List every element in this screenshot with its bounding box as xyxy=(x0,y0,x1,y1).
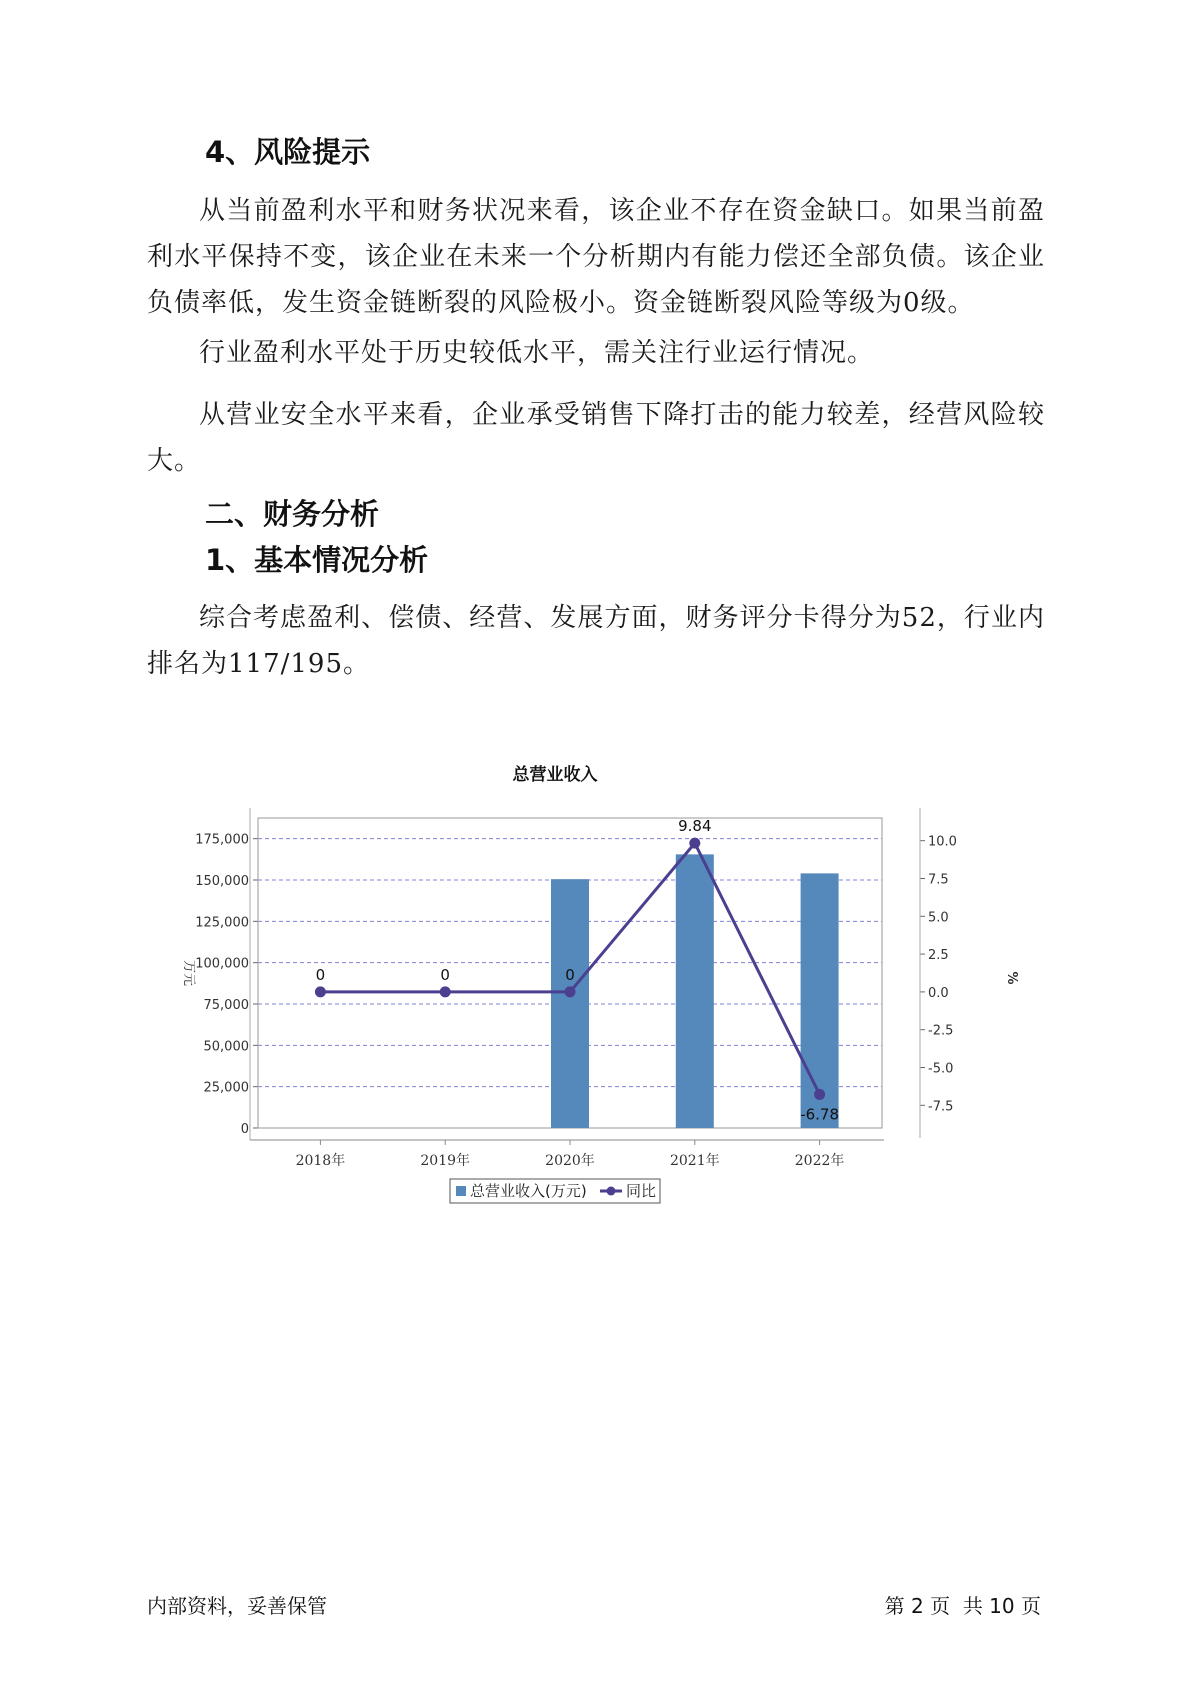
y-tick-label: 0 xyxy=(240,1122,249,1137)
x-tick-label: 2020年 xyxy=(545,1153,595,1169)
y2-tick-label: -2.5 xyxy=(928,1023,954,1039)
y-tick-label: 175,000 xyxy=(195,832,249,848)
x-tick-label: 2022年 xyxy=(794,1153,845,1169)
yoy-point xyxy=(315,986,326,997)
y2-tick-label: -5.0 xyxy=(928,1061,954,1077)
y-tick-label: 150,000 xyxy=(195,874,249,889)
section-heading-risk: 4、风险提示 xyxy=(205,135,371,169)
paragraph-risk-1: 从当前盈利水平和财务状况来看，该企业不存在资金缺口。如果当前盈利水平保持不变，该企业在未来一个分析期内有能力偿还全部负债。该企业负债率低，发生资金链断裂的风险极小。资金链断裂风险等级为0级。 xyxy=(147,196,1045,318)
chart-title: 总营业收入 xyxy=(512,765,598,785)
y-tick-label: 75,000 xyxy=(203,998,249,1013)
y-tick-label: 25,000 xyxy=(203,1080,249,1096)
footer-page-number: 第 2 页 共 10 页 xyxy=(884,1594,1041,1618)
y2-tick-label: 5.0 xyxy=(928,910,949,926)
y-tick-label: 125,000 xyxy=(195,915,249,931)
paragraph-basic: 综合考虑盈利、偿债、经营、发展方面，财务评分卡得分为52，行业内排名为117/195。 xyxy=(147,603,1045,679)
footer-confidential: 内部资料，妥善保管 xyxy=(147,1594,327,1618)
y2-tick-label: 7.5 xyxy=(928,872,949,888)
x-tick-label: 2018年 xyxy=(295,1153,346,1169)
y2-tick-label: -7.5 xyxy=(928,1099,954,1115)
yoy-data-label: 0 xyxy=(565,965,575,984)
legend-swatch-yoy-point xyxy=(607,1187,616,1196)
yoy-point xyxy=(814,1089,825,1100)
yoy-point xyxy=(689,838,700,849)
y2-tick-label: 2.5 xyxy=(928,948,949,964)
yoy-data-label: 9.84 xyxy=(678,817,712,836)
subsection-heading-basic: 1、基本情况分析 xyxy=(205,543,429,577)
legend-swatch-revenue xyxy=(456,1186,466,1196)
yoy-data-label: 0 xyxy=(440,965,450,984)
section-heading-finance: 二、财务分析 xyxy=(205,497,380,531)
y-axis-label: 万元 xyxy=(181,959,196,987)
yoy-data-label: 0 xyxy=(315,965,326,984)
legend-label-yoy: 同比 xyxy=(626,1182,657,1200)
yoy-point xyxy=(565,986,576,997)
y-tick-label: 100,000 xyxy=(195,956,249,972)
revenue-chart xyxy=(160,758,1020,1200)
legend-label-revenue: 总营业收入(万元) xyxy=(470,1182,587,1200)
y2-tick-label: 10.0 xyxy=(928,834,957,850)
revenue-bar xyxy=(551,879,589,1128)
y-tick-label: 50,000 xyxy=(203,1039,249,1055)
y2-tick-label: 0.0 xyxy=(928,985,949,1001)
paragraph-risk-2: 行业盈利水平处于历史较低水平，需关注行业运行情况。 xyxy=(199,338,875,368)
x-tick-label: 2021年 xyxy=(669,1153,720,1169)
revenue-bar xyxy=(676,854,714,1128)
yoy-point xyxy=(440,986,451,997)
yoy-data-label: -6.78 xyxy=(800,1105,840,1124)
x-tick-label: 2019年 xyxy=(420,1153,471,1169)
y2-axis-label: % xyxy=(1004,971,1019,985)
paragraph-risk-3: 从营业安全水平来看，企业承受销售下降打击的能力较差，经营风险较大。 xyxy=(147,400,1045,476)
